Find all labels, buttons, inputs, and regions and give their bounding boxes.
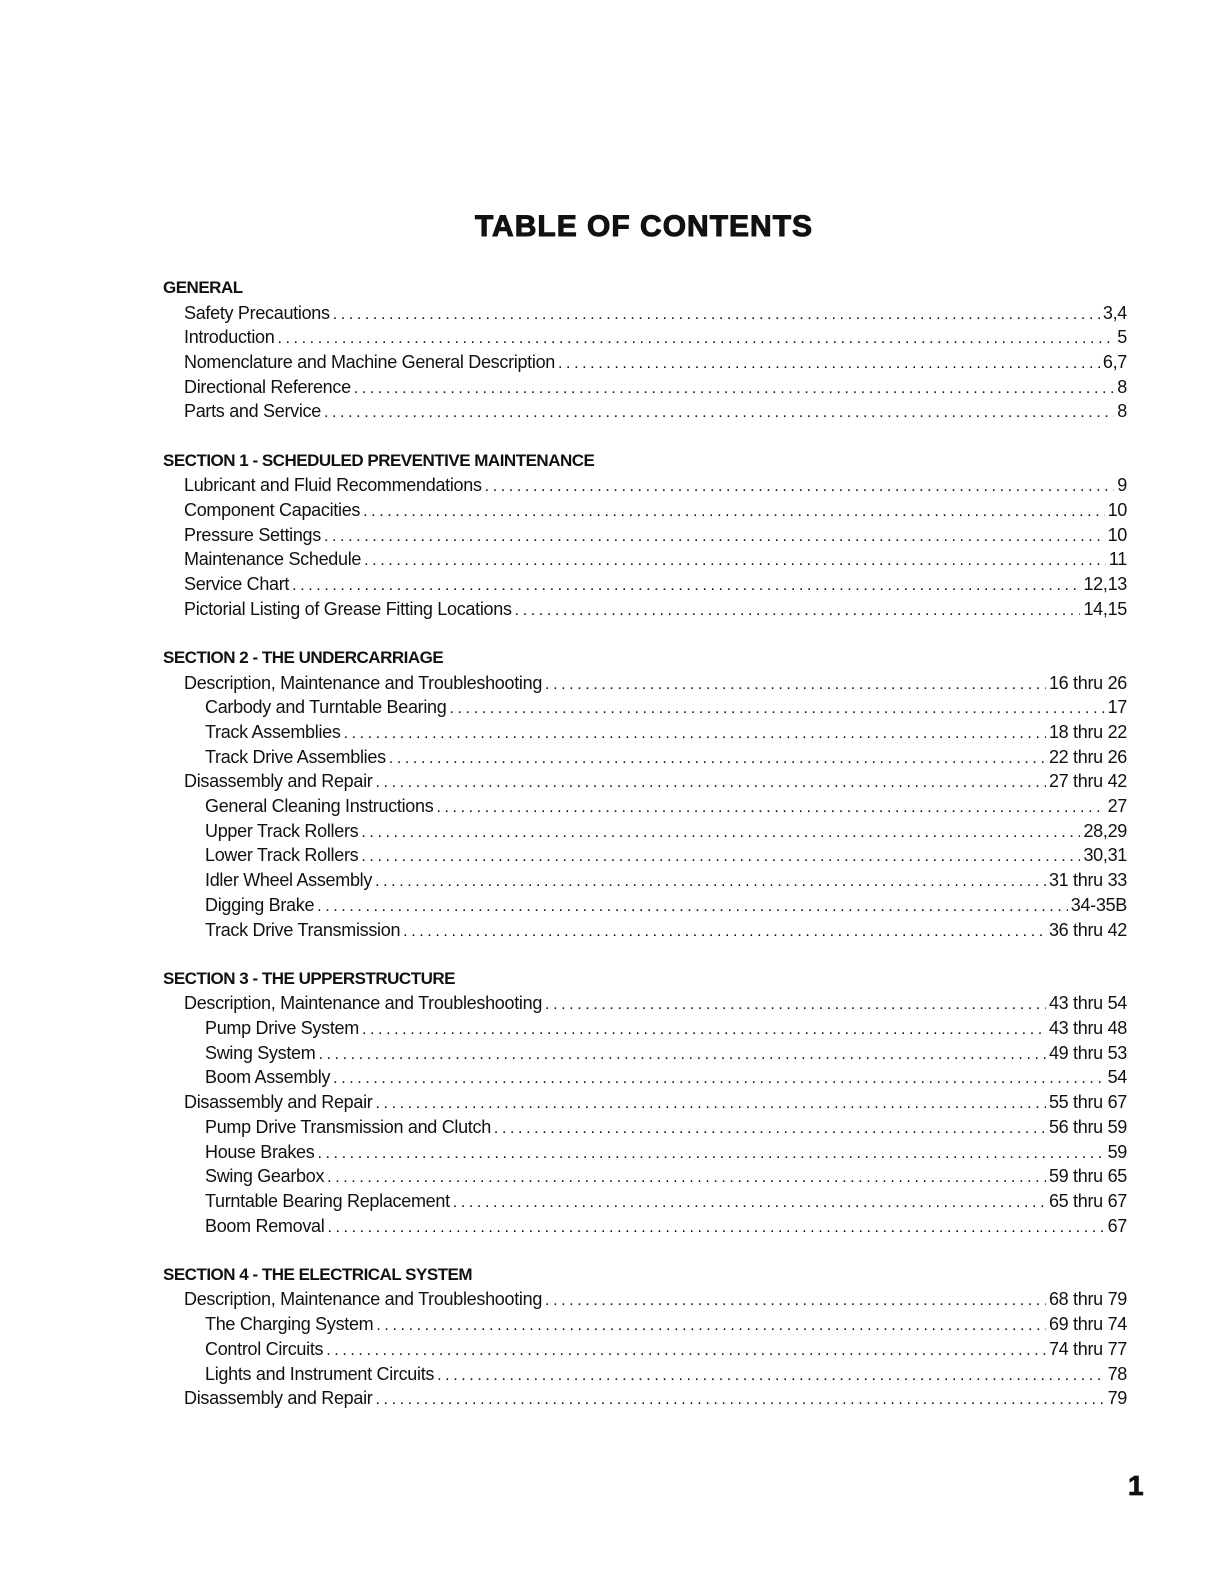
entry-page-number: 34-35B	[1070, 894, 1127, 915]
section-heading: GENERAL	[163, 278, 243, 297]
entry-page-number: 5	[1117, 327, 1127, 348]
entry-page-number: 17	[1107, 697, 1127, 718]
entry-label: Upper Track Rollers	[205, 820, 359, 841]
entry-page-number: 65 thru 67	[1048, 1190, 1127, 1211]
dot-leader	[375, 1388, 1104, 1413]
toc-subentry[interactable]	[163, 1312, 1127, 1337]
toc-entry[interactable]	[163, 1386, 1127, 1411]
dot-leader	[292, 574, 1080, 599]
toc-subentry[interactable]	[163, 1337, 1127, 1362]
dot-leader	[317, 1142, 1104, 1167]
entry-label: Track Assemblies	[205, 722, 341, 742]
toc-section-general	[163, 276, 1127, 424]
toc-entry[interactable]	[163, 399, 1127, 424]
dot-leader	[437, 1364, 1104, 1389]
entry-label: Description, Maintenance and Troubleshooting	[184, 672, 543, 693]
entry-page-number: 10	[1107, 500, 1127, 520]
entry-label: Pictorial Listing of Grease Fitting Locations	[184, 598, 512, 619]
section-heading: SECTION 1 - SCHEDULED PREVENTIVE MAINTENANCE	[163, 450, 595, 470]
entry-page-number: 54	[1107, 1067, 1127, 1088]
section-heading: SECTION 2 - THE UNDERCARRIAGE	[163, 647, 444, 667]
entry-page-number: 28,29	[1083, 820, 1127, 841]
toc-entry[interactable]	[163, 301, 1127, 326]
entry-label: Disassembly and Repair	[184, 771, 373, 792]
entry-label: Service Chart	[184, 574, 290, 595]
toc-subentry[interactable]	[163, 1214, 1127, 1239]
dot-leader	[436, 796, 1104, 821]
toc-entry[interactable]	[163, 498, 1127, 523]
entry-page-number: 56 thru 59	[1048, 1116, 1127, 1137]
entry-page-number: 18 thru 22	[1048, 722, 1127, 742]
entry-label: Swing System	[205, 1042, 316, 1063]
dot-leader	[449, 697, 1104, 722]
toc-subentry[interactable]	[163, 794, 1127, 819]
entry-page-number: 27 thru 42	[1048, 771, 1127, 792]
entry-label: Digging Brake	[205, 894, 315, 915]
entry-label: Disassembly and Repair	[184, 1092, 373, 1113]
dot-leader	[344, 722, 1046, 747]
entry-page-number: 9	[1117, 475, 1127, 496]
entry-label: Boom Assembly	[205, 1067, 331, 1088]
entry-page-number: 49 thru 53	[1048, 1042, 1127, 1063]
entry-label: Pump Drive Transmission and Clutch	[205, 1116, 491, 1137]
entry-page-number: 16 thru 26	[1048, 672, 1127, 693]
dot-leader	[324, 401, 1114, 426]
entry-label: Track Drive Transmission	[205, 919, 401, 940]
entry-label: Directional Reference	[184, 376, 351, 397]
toc-entry[interactable]	[163, 375, 1127, 400]
entry-page-number: 68 thru 79	[1048, 1289, 1127, 1310]
entry-label: Boom Removal	[205, 1215, 325, 1236]
toc-entry[interactable]	[163, 991, 1127, 1016]
entry-page-number: 10	[1107, 524, 1127, 545]
entry-page-number: 14,15	[1083, 598, 1127, 619]
dot-leader	[277, 327, 1114, 352]
toc-subentry[interactable]	[163, 1065, 1127, 1090]
toc-subentry[interactable]	[163, 1189, 1127, 1214]
entry-page-number: 69 thru 74	[1048, 1314, 1127, 1335]
toc-subentry[interactable]	[163, 1041, 1127, 1066]
dot-leader	[354, 377, 1114, 402]
entry-label: General Cleaning Instructions	[205, 796, 434, 817]
toc-entry[interactable]	[163, 597, 1127, 622]
entry-label: Disassembly and Repair	[184, 1388, 373, 1409]
dot-leader	[376, 1314, 1046, 1339]
page-title: TABLE OF CONTENTS	[474, 210, 814, 244]
dot-leader	[364, 549, 1106, 574]
toc-section-3	[163, 967, 1127, 1239]
dot-leader	[363, 500, 1104, 525]
entry-page-number: 67	[1107, 1215, 1127, 1236]
entry-page-number: 79	[1107, 1388, 1127, 1409]
entry-page-number: 78	[1107, 1363, 1127, 1384]
entry-label: Component Capacities	[184, 500, 361, 520]
toc-entry[interactable]	[163, 671, 1127, 696]
toc-entry[interactable]	[163, 572, 1127, 597]
dot-leader	[327, 1216, 1104, 1241]
dot-leader	[361, 821, 1080, 846]
dot-leader	[318, 1043, 1045, 1068]
entry-label: Parts and Service	[184, 401, 321, 422]
dot-leader	[389, 747, 1046, 772]
entry-label: Pressure Settings	[184, 524, 321, 545]
entry-label: Pump Drive System	[205, 1018, 359, 1039]
toc-subentry[interactable]	[163, 893, 1127, 918]
toc-entry[interactable]	[163, 473, 1127, 498]
entry-label: Lubricant and Fluid Recommendations	[184, 475, 482, 496]
entry-page-number: 74 thru 77	[1048, 1338, 1127, 1359]
entry-label: Carbody and Turntable Bearing	[205, 697, 447, 718]
dot-leader	[317, 895, 1068, 920]
toc-entry[interactable]	[163, 1090, 1127, 1115]
entry-page-number: 59	[1107, 1141, 1127, 1162]
dot-leader	[545, 993, 1046, 1018]
section-heading: SECTION 4 - THE ELECTRICAL SYSTEM	[163, 1264, 473, 1284]
toc-entry[interactable]	[163, 350, 1127, 375]
toc-subentry[interactable]	[163, 918, 1127, 943]
entry-page-number: 43 thru 54	[1048, 993, 1127, 1014]
dot-leader	[403, 920, 1046, 945]
dot-leader	[327, 1166, 1046, 1191]
entry-label: Description, Maintenance and Troubleshooting	[184, 1289, 543, 1310]
toc-subentry[interactable]	[163, 720, 1127, 745]
entry-label: Idler Wheel Assembly	[205, 870, 373, 891]
dot-leader	[485, 475, 1115, 500]
entry-page-number: 27	[1107, 796, 1127, 817]
entry-page-number: 43 thru 48	[1048, 1018, 1127, 1039]
entry-page-number: 8	[1117, 401, 1127, 422]
entry-page-number: 8	[1117, 376, 1127, 397]
dot-leader	[326, 1339, 1046, 1364]
entry-page-number: 55 thru 67	[1048, 1092, 1127, 1113]
toc-entry[interactable]	[163, 523, 1127, 548]
entry-label: Description, Maintenance and Troubleshooting	[184, 993, 543, 1014]
dot-leader	[362, 1018, 1046, 1043]
toc-subentry[interactable]	[163, 1115, 1127, 1140]
dot-leader	[453, 1191, 1046, 1216]
dot-leader	[545, 1289, 1046, 1314]
dot-leader	[324, 525, 1105, 550]
toc-entry[interactable]	[163, 325, 1127, 350]
entry-page-number: 31 thru 33	[1048, 870, 1127, 891]
entry-label: Turntable Bearing Replacement	[205, 1190, 450, 1211]
dot-leader	[545, 673, 1046, 698]
entry-page-number: 11	[1108, 549, 1127, 570]
entry-label: Swing Gearbox	[205, 1166, 325, 1187]
dot-leader	[361, 845, 1080, 870]
entry-label: Track Drive Assemblies	[205, 746, 386, 767]
section-heading: SECTION 3 - THE UPPERSTRUCTURE	[163, 968, 455, 988]
dot-leader	[375, 1092, 1045, 1117]
entry-label: House Brakes	[205, 1141, 315, 1162]
entry-label: Control Circuits	[205, 1338, 324, 1359]
toc-subentry[interactable]	[163, 843, 1127, 868]
entry-label: Introduction	[184, 327, 275, 348]
toc-entry[interactable]	[163, 769, 1127, 794]
toc-section-1	[163, 449, 1127, 622]
entry-page-number: 6,7	[1102, 352, 1127, 373]
table-of-contents	[163, 276, 1127, 1435]
entry-label: The Charging System	[205, 1314, 374, 1335]
dot-leader	[375, 870, 1046, 895]
dot-leader	[515, 599, 1081, 624]
toc-subentry[interactable]	[163, 1362, 1127, 1387]
toc-subentry[interactable]	[163, 868, 1127, 893]
entry-page-number: 22 thru 26	[1048, 746, 1127, 767]
entry-label: Safety Precautions	[184, 302, 330, 323]
toc-section-2	[163, 646, 1127, 942]
entry-page-number: 12,13	[1083, 574, 1127, 595]
toc-subentry[interactable]	[163, 1140, 1127, 1165]
dot-leader	[333, 303, 1100, 328]
dot-leader	[558, 352, 1100, 377]
entry-page-number: 59 thru 65	[1048, 1166, 1127, 1187]
dot-leader	[375, 771, 1045, 796]
toc-subentry[interactable]	[163, 745, 1127, 770]
toc-subentry[interactable]	[163, 695, 1127, 720]
toc-entry[interactable]	[163, 1287, 1127, 1312]
entry-label: Lights and Instrument Circuits	[205, 1363, 435, 1384]
page-number: 1	[1128, 1470, 1144, 1501]
entry-page-number: 30,31	[1083, 845, 1127, 866]
entry-label: Lower Track Rollers	[205, 845, 359, 866]
dot-leader	[333, 1067, 1104, 1092]
entry-page-number: 3,4	[1102, 302, 1127, 323]
toc-subentry[interactable]	[163, 1016, 1127, 1041]
toc-entry[interactable]	[163, 547, 1127, 572]
entry-label: Maintenance Schedule	[184, 549, 362, 570]
entry-page-number: 36 thru 42	[1048, 919, 1127, 940]
toc-subentry[interactable]	[163, 1164, 1127, 1189]
toc-section-4	[163, 1263, 1127, 1411]
dot-leader	[494, 1117, 1046, 1142]
toc-subentry[interactable]	[163, 819, 1127, 844]
entry-label: Nomenclature and Machine General Description	[184, 352, 555, 373]
